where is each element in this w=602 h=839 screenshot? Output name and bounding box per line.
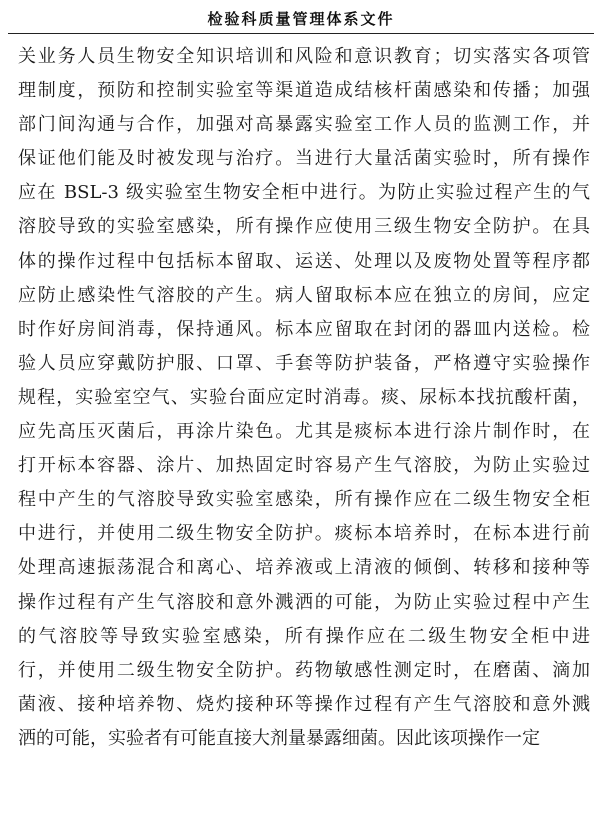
text-line-11: 规程，实验室空气、实验台面应定时消毒。痰、尿标本找抗酸杆菌， bbox=[18, 386, 590, 408]
text-line-17: 操作过程有产生气溶胶和意外溅洒的可能，为防止实验过程中产生 bbox=[18, 591, 590, 613]
header-divider bbox=[8, 33, 594, 34]
text-line-8: 应防止感染性气溶胶的产生。病人留取标本应在独立的房间，应定 bbox=[18, 284, 590, 306]
text-line-18: 的气溶胶等导致实验室感染，所有操作应在二级生物安全柜中进 bbox=[18, 625, 590, 647]
text-line-5: 应在 BSL-3 级实验室生物安全柜中进行。为防止实验过程产生的气 bbox=[18, 182, 590, 204]
text-line-6: 溶胶导致的实验室感染，所有操作应使用三级生物安全防护。在具 bbox=[18, 216, 590, 238]
text-line-20: 菌液、接种培养物、烧灼接种环等操作过程有产生气溶胶和意外溅 bbox=[18, 693, 590, 715]
text-line-16: 处理高速振荡混合和离心、培养液或上清液的倾倒、转移和接种等 bbox=[18, 557, 590, 579]
text-line-10: 验人员应穿戴防护服、口罩、手套等防护装备，严格遵守实验操作 bbox=[18, 352, 590, 374]
text-line-3: 部门间沟通与合作，加强对高暴露实验室工作人员的监测工作，并 bbox=[18, 114, 590, 136]
text-line-4: 保证他们能及时被发现与治疗。当进行大量活菌实验时，所有操作 bbox=[18, 148, 590, 170]
text-line-9: 时作好房间消毒，保持通风。标本应留取在封闭的器皿内送检。检 bbox=[18, 318, 590, 340]
text-line-15: 中进行，并使用二级生物安全防护。痰标本培养时，在标本进行前 bbox=[18, 523, 590, 545]
text-line-7: 体的操作过程中包括标本留取、运送、处理以及废物处置等程序都 bbox=[18, 250, 590, 272]
text-line-19: 行，并使用二级生物安全防护。药物敏感性测定时，在磨菌、滴加 bbox=[18, 659, 590, 681]
text-line-21: 洒的可能，实验者有可能直接大剂量暴露细菌。因此该项操作一定 bbox=[18, 727, 540, 749]
text-line-2: 理制度，预防和控制实验室等渠道造成结核杆菌感染和传播；加强 bbox=[18, 80, 590, 102]
text-line-1: 关业务人员生物安全知识培训和风险和意识教育；切实落实各项管 bbox=[18, 46, 590, 67]
text-line-14: 程中产生的气溶胶导致实验室感染，所有操作应在二级生物安全柜 bbox=[18, 489, 590, 511]
text-line-12: 应先高压灭菌后，再涂片染色。尤其是痰标本进行涂片制作时，在 bbox=[18, 421, 590, 443]
body-text bbox=[18, 40, 590, 756]
page-header-title: 检验科质量管理体系文件 bbox=[207, 10, 395, 28]
text-line-13: 打开标本容器、涂片、加热固定时容易产生气溶胶，为防止实验过 bbox=[18, 455, 590, 477]
